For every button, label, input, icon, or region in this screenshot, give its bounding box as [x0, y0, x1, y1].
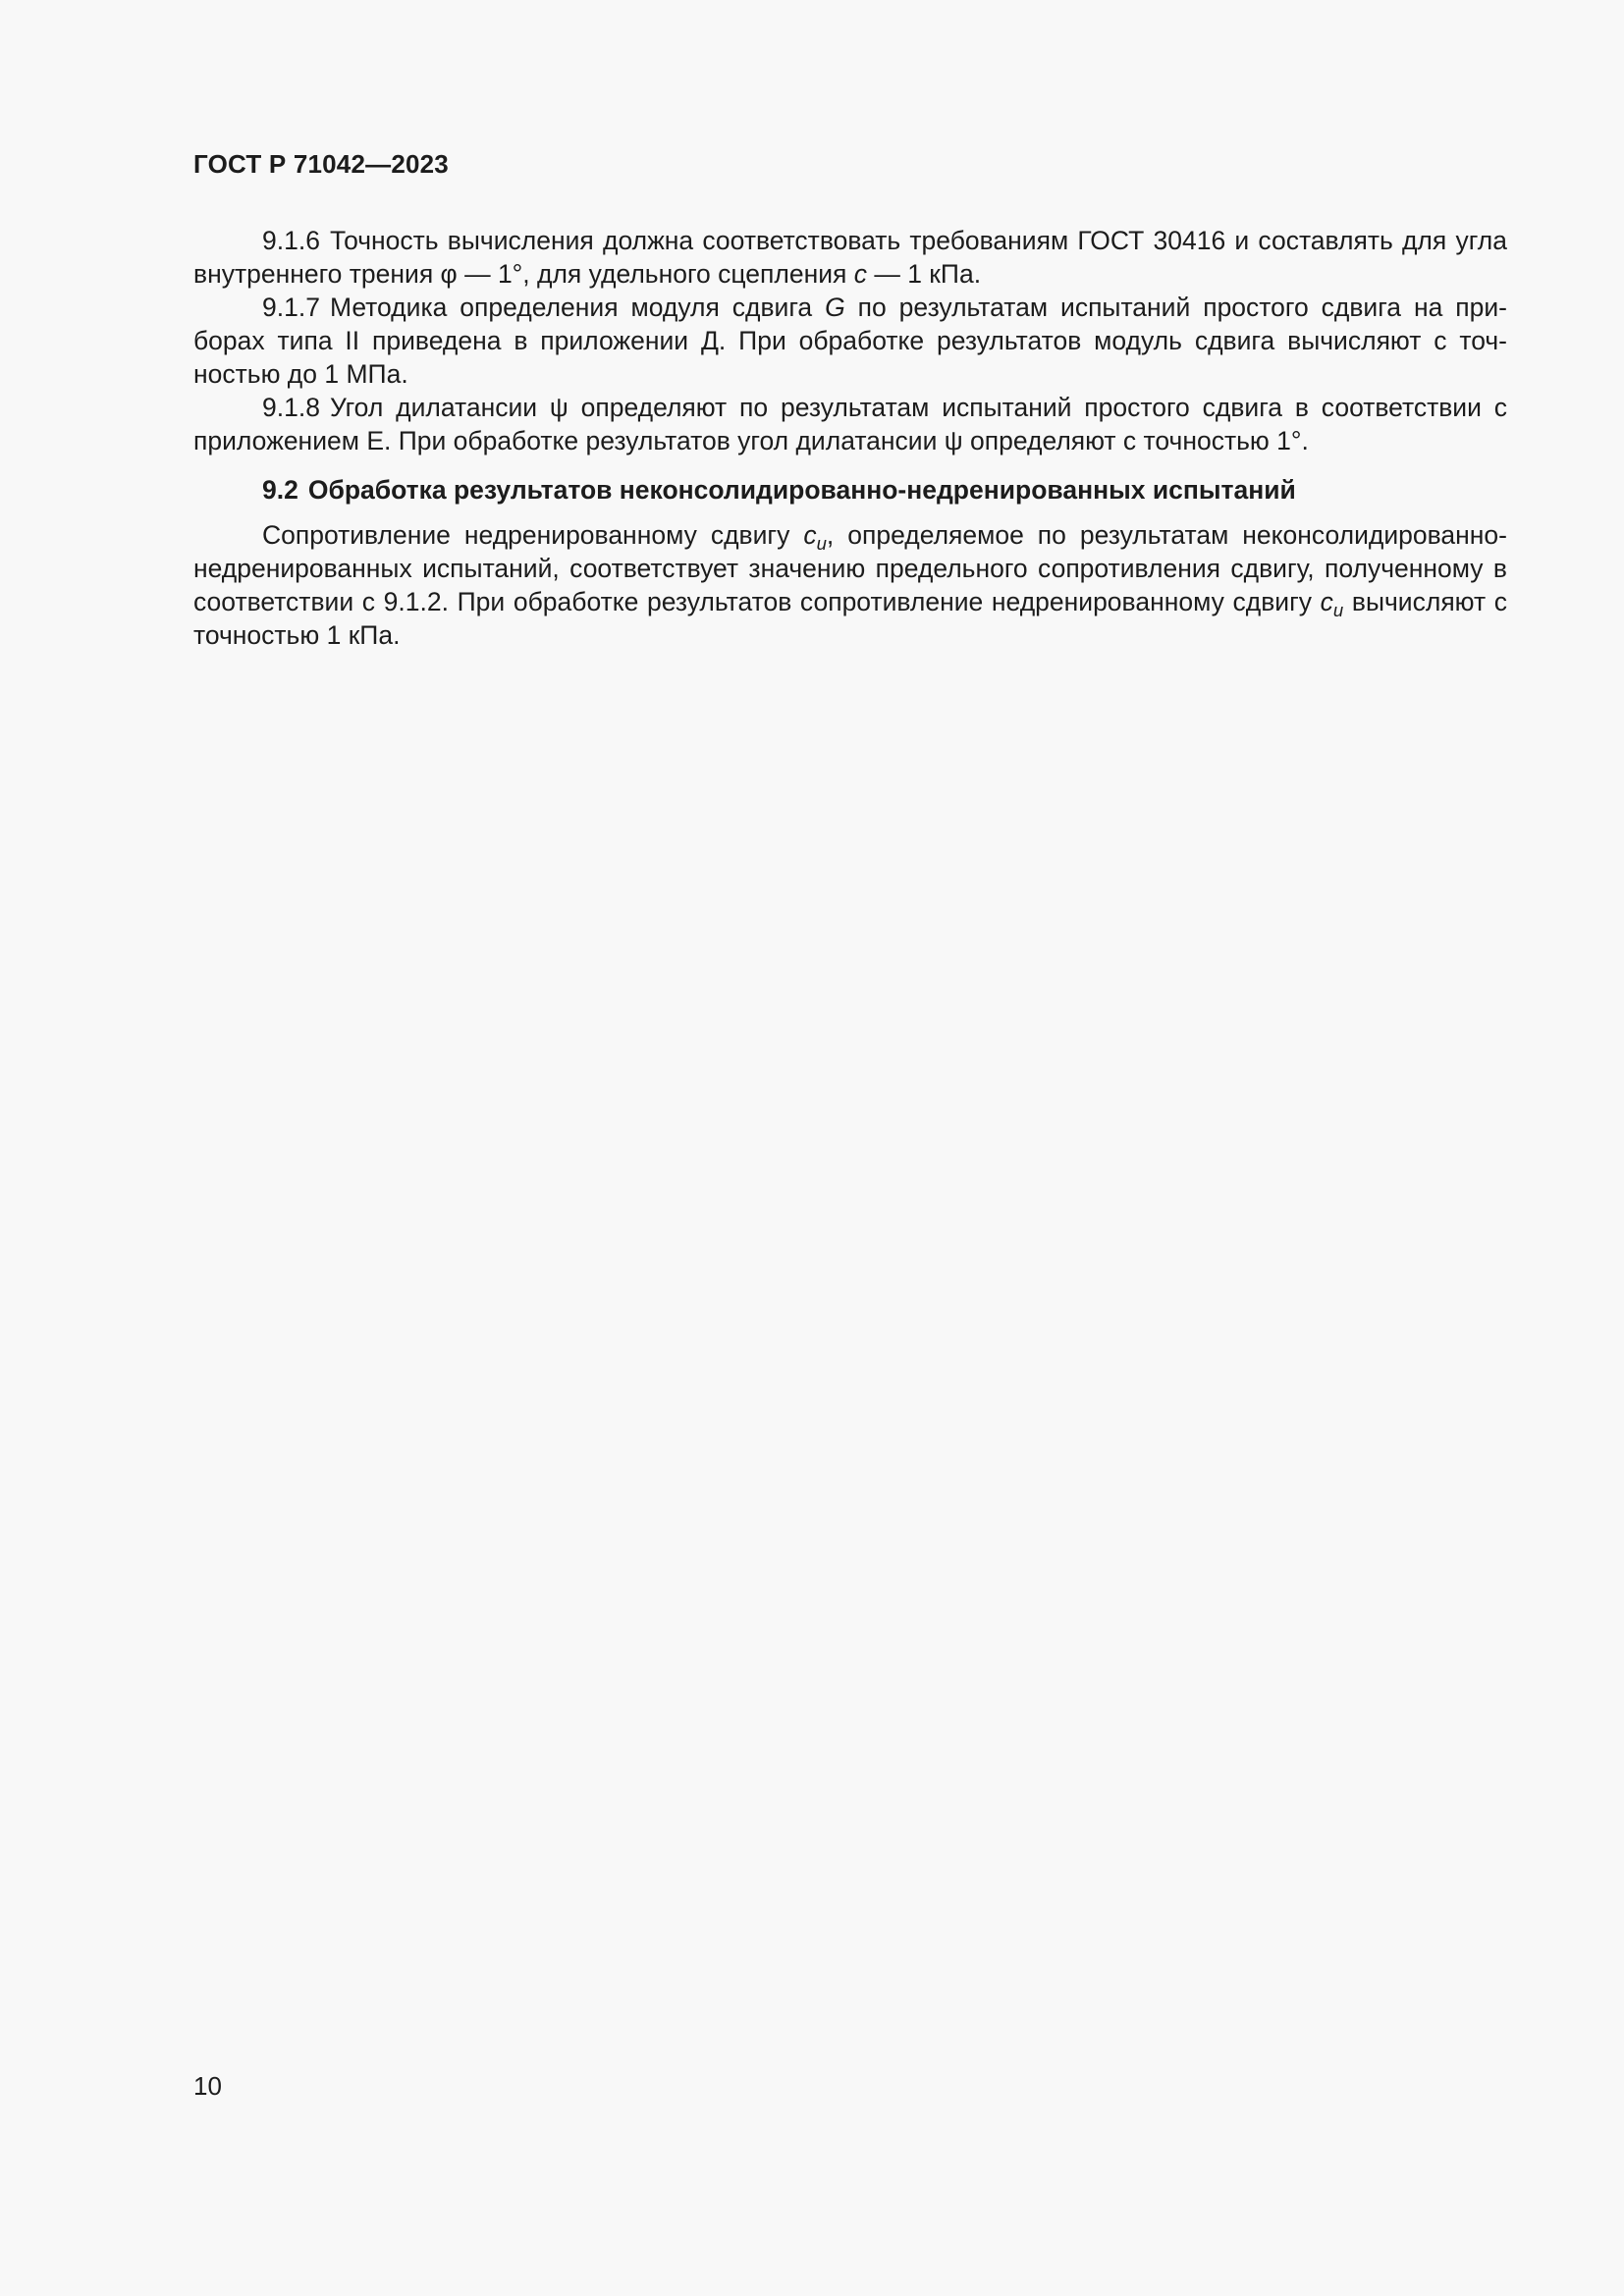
paragraph-9-1-6 [193, 224, 1507, 291]
clause-number: 9.1.7 [262, 293, 320, 322]
subscript-u: u [1332, 600, 1344, 620]
paragraph-9-1-7 [193, 291, 1507, 391]
section-heading-9-2 [193, 473, 1507, 507]
paragraph-text: Угол дилатансии ψ определяют по результатам испытаний простого сдвига в соответствии с приложением Е. При обработке результатов угол дилатансии ψ определяют с точностью 1°. [193, 393, 1507, 455]
paragraph-text: , определяемое по результатам неконсолидированно-недренированных испытаний, соответствует значению предельного сопротивления сдвигу, полученному в соответствии с 9.1.2. При обработке результатов сопротивление недренированному сдвигу [193, 520, 1507, 616]
subscript-u: u [816, 533, 827, 554]
paragraph-9-2 [193, 518, 1507, 652]
paragraph-text: Точность вычисления должна соответствовать требованиям ГОСТ 30416 и составлять для угла внутреннего трения φ — 1°, для удельного сцепления [193, 226, 1507, 289]
document-body [193, 224, 1507, 652]
variable-g: G [825, 293, 845, 322]
section-title: Обработка результатов неконсолидированно-недренированных испытаний [307, 475, 1296, 505]
clause-number: 9.1.8 [262, 393, 320, 422]
paragraph-text: Методика определения модуля сдвига [329, 293, 826, 322]
paragraph-text: вычисляют с точностью 1 кПа. [193, 587, 1508, 650]
paragraph-text: по результатам испытаний простого сдвига на приборах типа II приведена в приложении Д. При обработке результатов модуль сдвига вычисляют с точностью до 1 МПа. [193, 293, 1507, 389]
variable-c: c [853, 259, 867, 289]
page-number: 10 [193, 2071, 222, 2101]
document-code-header: ГОСТ Р 71042—2023 [193, 149, 449, 179]
paragraph-text: — 1 кПа. [866, 259, 982, 289]
section-number: 9.2 [262, 475, 298, 505]
clause-number: 9.1.6 [262, 226, 320, 255]
paragraph-text: Сопротивление недренированному сдвигу [262, 520, 804, 550]
variable-c: c [1320, 587, 1333, 616]
variable-c: c [803, 520, 817, 550]
paragraph-9-1-8 [193, 391, 1507, 457]
